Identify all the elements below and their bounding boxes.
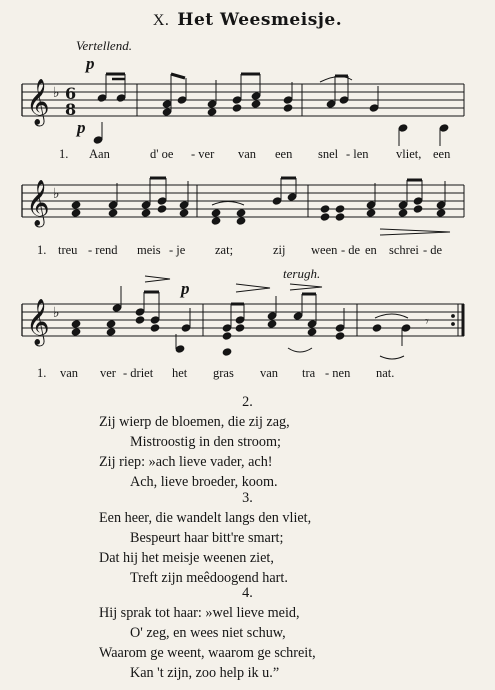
lyric-syllable: treu [58,243,78,257]
terugh-marking: terugh. [283,266,321,281]
notes-system-2 [71,178,450,235]
lyrics-line-2 [0,243,495,259]
dynamic-piano-top: p [86,54,95,73]
lyric-syllable: een [275,147,293,161]
tempo-marking: Vertellend. [76,38,132,53]
clef-system-1 [26,79,50,127]
lyric-syllable: - ver [191,147,215,161]
lyrics-line-3 [0,366,495,382]
lyric-syllable: 1. [37,243,47,257]
verse-line: Dat hij het meisje weenen ziet, [99,550,274,566]
lyric-syllable: 1. [59,147,69,161]
lyric-syllable: ver [100,366,116,380]
verse-line: Waarom ge weent, waarom ge schreit, [99,645,316,661]
lyric-syllable: zat; [215,243,234,257]
treble-clef-icon: 𝄞 [26,180,50,226]
lyric-syllable: gras [213,366,234,380]
verse-line: Kan 't zijn, zoo help ik u.” [130,665,280,681]
verse-number: 3. [242,490,253,506]
lyric-syllable: - rend [88,243,118,257]
treble-clef-icon: 𝄞 [26,79,50,125]
lyric-syllable: van [260,366,279,380]
verse-line: O' zeg, en wees niet schuw, [130,625,286,641]
lyric-syllable: Aan [89,147,110,161]
lyric-syllable: vliet, [396,147,422,161]
time-signature-top: 6 [65,84,77,103]
verse-line: Zij riep: »ach lieve vader, ach! [99,454,273,470]
lyrics-line-1 [0,147,495,163]
song-name: Het Weesmeisje. [177,10,343,30]
lyric-syllable: - len [346,147,369,161]
lyric-syllable: van [238,147,257,161]
song-number: X. [152,12,170,29]
verse-line: Mistroostig in den stroom; [130,434,281,450]
lyric-syllable: een [433,147,451,161]
dynamic-piano-bottom: p [77,118,86,137]
treble-clef-icon: 𝄞 [26,299,50,345]
lyric-syllable: en [365,243,377,257]
verse-line: Een heer, die wandelt langs den vliet, [99,510,312,526]
flat-icon: ♭ [53,186,60,202]
svg-text:𝄾: 𝄾 [425,314,429,330]
verse-number: 4. [242,585,253,601]
verse-line: Hij sprak tot haar: »wel lieve meid, [99,605,300,621]
lyric-syllable: - je [169,243,186,257]
dynamic-piano-system3: p [181,279,190,298]
lyric-syllable: tra [302,366,316,380]
lyric-syllable: van [60,366,79,380]
flat-icon: ♭ [53,305,60,321]
lyric-syllable: - driet [123,366,154,380]
lyric-syllable: het [172,366,188,380]
lyric-syllable: meis [137,243,161,257]
verse-line: Bespeurt haar bitt're smart; [130,530,284,546]
notes-system-3 [71,276,429,359]
lyric-syllable: - de [423,243,443,257]
lyric-syllable: d' oe [150,147,174,161]
lyric-syllable: 1. [37,366,47,380]
verse-line: Treft zijn meêdoogend hart. [130,570,288,586]
lyric-syllable: - de [341,243,361,257]
lyric-syllable: snel [318,147,339,161]
lyric-syllable: schrei [389,243,419,257]
notes-system-1 [93,74,449,146]
verse-line: Ach, lieve broeder, koom. [130,474,278,490]
lyric-syllable: nat. [376,366,395,380]
lyric-syllable: zij [273,243,286,257]
time-signature-bottom: 8 [65,100,77,119]
lyric-syllable: - nen [325,366,351,380]
staff-system-1 [22,84,464,116]
verse-line: Zij wierp de bloemen, die zij zag, [99,414,290,430]
verse-number: 2. [242,394,253,410]
lyric-syllable: ween [311,243,338,257]
flat-icon: ♭ [53,85,60,101]
